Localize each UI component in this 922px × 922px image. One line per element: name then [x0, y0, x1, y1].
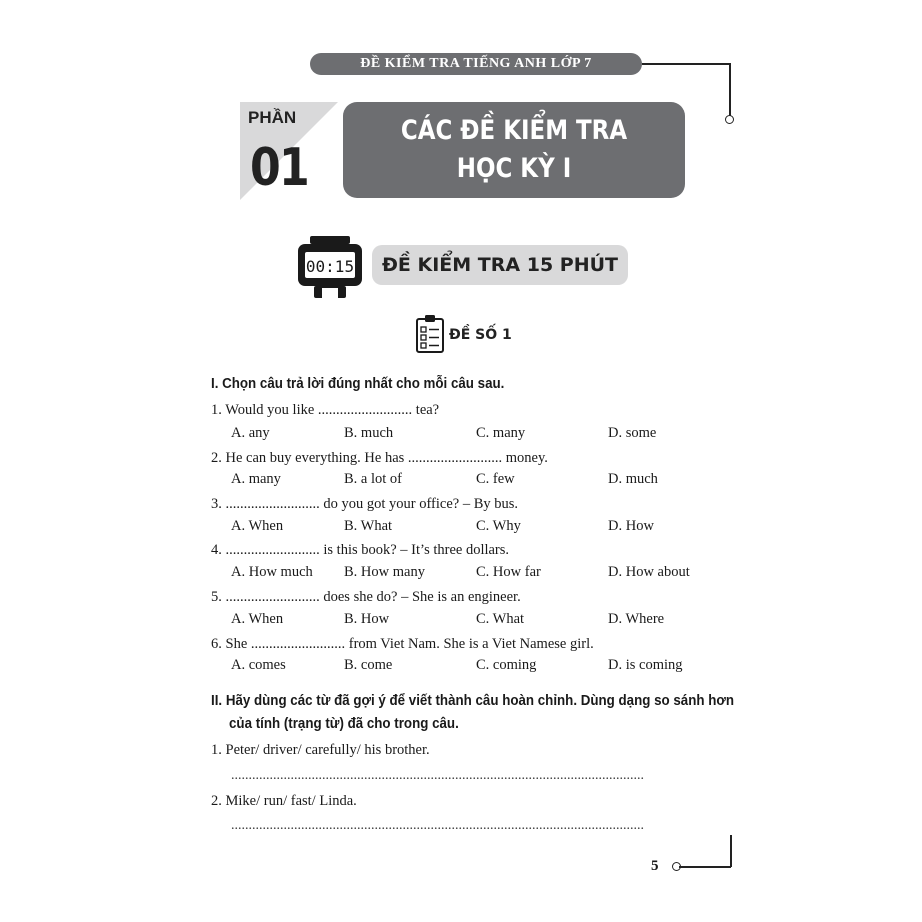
- question-5: 5. .......................... does she do? – She is an engineer.: [211, 589, 521, 605]
- header-connector-line: [642, 63, 730, 65]
- option-6d: D. is coming: [608, 657, 683, 673]
- section2-title-line1: II. Hãy dùng các từ đã gợi ý để viết thành câu hoàn chỉnh. Dùng dạng so sánh hơn: [211, 693, 735, 709]
- option-5c: C. What: [476, 611, 525, 627]
- answer-line-1[interactable]: ......................................................................................................................: [231, 768, 644, 783]
- option-3a: A. When: [231, 518, 284, 534]
- option-1a: A. any: [231, 425, 270, 441]
- option-4c: C. How far: [476, 564, 541, 580]
- option-1d: D. some: [608, 425, 657, 441]
- option-1b: B. much: [344, 425, 394, 441]
- option-2a: A. many: [231, 471, 281, 487]
- option-1c: C. many: [476, 425, 526, 441]
- part-title-line1: CÁC ĐỀ KIỂM TRA: [400, 115, 628, 146]
- option-6b: B. come: [344, 657, 393, 673]
- header-connector-vline: [729, 63, 731, 117]
- exam-number-label: ĐỀ SỐ 1: [449, 327, 512, 343]
- question-1: 1. Would you like .......................... tea?: [211, 402, 440, 418]
- section1-title: I. Chọn câu trả lời đúng nhất cho mỗi câu sau.: [211, 376, 505, 392]
- footer-connector-vline: [730, 835, 732, 867]
- option-6c: C. coming: [476, 657, 537, 673]
- part-number: 01: [250, 138, 309, 198]
- option-4b: B. How many: [344, 564, 425, 580]
- answer-line-2[interactable]: ......................................................................................................................: [231, 818, 644, 833]
- clipboard-checklist-icon: [415, 314, 445, 354]
- part-title-line2: HỌC KỲ I: [456, 153, 572, 184]
- page-number: 5: [651, 858, 659, 874]
- option-4d: D. How about: [608, 564, 690, 580]
- option-3c: C. Why: [476, 518, 521, 534]
- test-title: ĐỀ KIỂM TRA 15 PHÚT: [372, 245, 628, 285]
- option-2c: C. few: [476, 471, 515, 487]
- option-5d: D. Where: [608, 611, 665, 627]
- stopwatch-icon: [296, 236, 364, 300]
- header-connector-dot: [725, 115, 734, 124]
- part-label: PHẦN: [248, 108, 297, 127]
- option-4a: A. How much: [231, 564, 313, 580]
- option-5a: A. When: [231, 611, 284, 627]
- clock-text: 00:15: [305, 257, 355, 276]
- writing-prompt-2: 2. Mike/ run/ fast/ Linda.: [211, 793, 357, 809]
- section2-title-line2: của tính (trạng từ) đã cho trong câu.: [229, 716, 459, 732]
- question-6: 6. She .......................... from Viet Nam. She is a Viet Namese girl.: [211, 636, 594, 652]
- option-6a: A. comes: [231, 657, 286, 673]
- question-3: 3. .......................... do you got your office? – By bus.: [211, 496, 519, 512]
- option-3d: D. How: [608, 518, 654, 534]
- writing-prompt-1: 1. Peter/ driver/ carefully/ his brother.: [211, 742, 430, 758]
- option-2d: D. much: [608, 471, 658, 487]
- question-2: 2. He can buy everything. He has .......................... money.: [211, 450, 548, 466]
- book-title-banner: ĐỀ KIỂM TRA TIẾNG ANH LỚP 7: [310, 53, 642, 75]
- option-2b: B. a lot of: [344, 471, 402, 487]
- question-4: 4. .......................... is this book? – It’s three dollars.: [211, 542, 510, 558]
- option-3b: B. What: [344, 518, 393, 534]
- option-5b: B. How: [344, 611, 390, 627]
- part-title-box: [343, 102, 685, 198]
- footer-connector-line: [679, 866, 731, 868]
